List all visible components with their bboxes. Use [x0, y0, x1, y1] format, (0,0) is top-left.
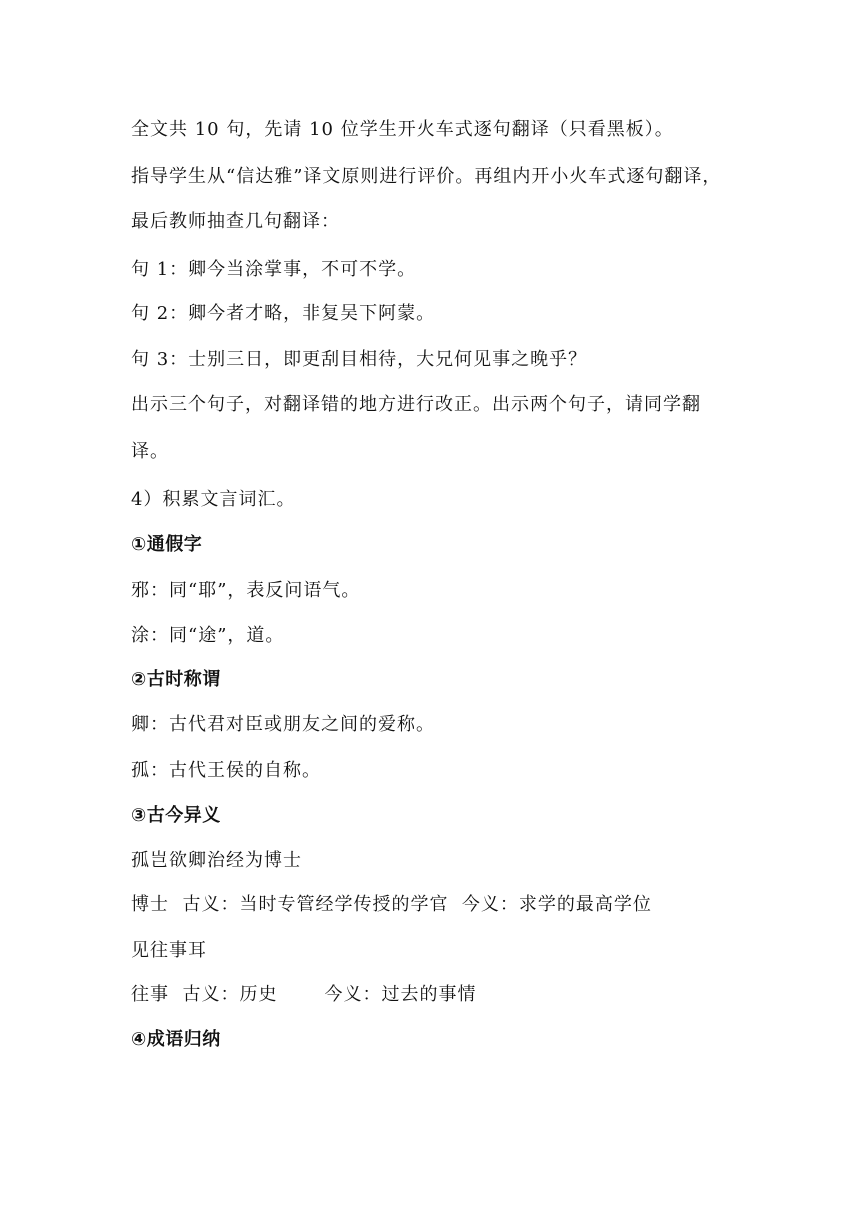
step-4-heading: 4）积累文言词汇。	[131, 489, 296, 510]
correction-paragraph-line-2: 译。	[131, 441, 169, 462]
yiyi-item: 孤岂欲卿治经为博士	[131, 850, 302, 871]
tongjiazi-item: 涂：同“途”，道。	[131, 625, 285, 646]
correction-paragraph-line-1: 出示三个句子，对翻译错的地方进行改正。出示两个句子，请同学翻	[131, 394, 701, 415]
section-heading-chengwei: ②古时称谓	[131, 669, 221, 690]
section-heading-tongjiazi: ①通假字	[131, 534, 203, 555]
tongjiazi-item: 邪：同“耶”，表反问语气。	[131, 580, 361, 601]
guidance-paragraph-line-2: 最后教师抽查几句翻译：	[131, 211, 340, 232]
sentence-2: 句 2：卿今者才略，非复吴下阿蒙。	[131, 303, 436, 324]
yiyi-item: 往事 古义：历史 今义：过去的事情	[131, 984, 477, 1005]
section-heading-yiyi: ③古今异义	[131, 805, 221, 826]
intro-paragraph: 全文共 10 句，先请 10 位学生开火车式逐句翻译（只看黑板）。	[131, 119, 674, 140]
yiyi-item: 博士 古义：当时专管经学传授的学官 今义：求学的最高学位	[131, 894, 652, 915]
sentence-1: 句 1：卿今当涂掌事，不可不学。	[131, 259, 417, 280]
sentence-3: 句 3：士别三日，即更刮目相待，大兄何见事之晚乎？	[131, 349, 588, 370]
section-heading-chengyu: ④成语归纳	[131, 1029, 221, 1050]
yiyi-item: 见往事耳	[131, 940, 207, 961]
guidance-paragraph-line-1: 指导学生从“信达雅”译文原则进行评价。再组内开小火车式逐句翻译，	[131, 166, 722, 187]
chengwei-item: 卿：古代君对臣或朋友之间的爱称。	[131, 714, 435, 735]
chengwei-item: 孤：古代王侯的自称。	[131, 760, 321, 781]
